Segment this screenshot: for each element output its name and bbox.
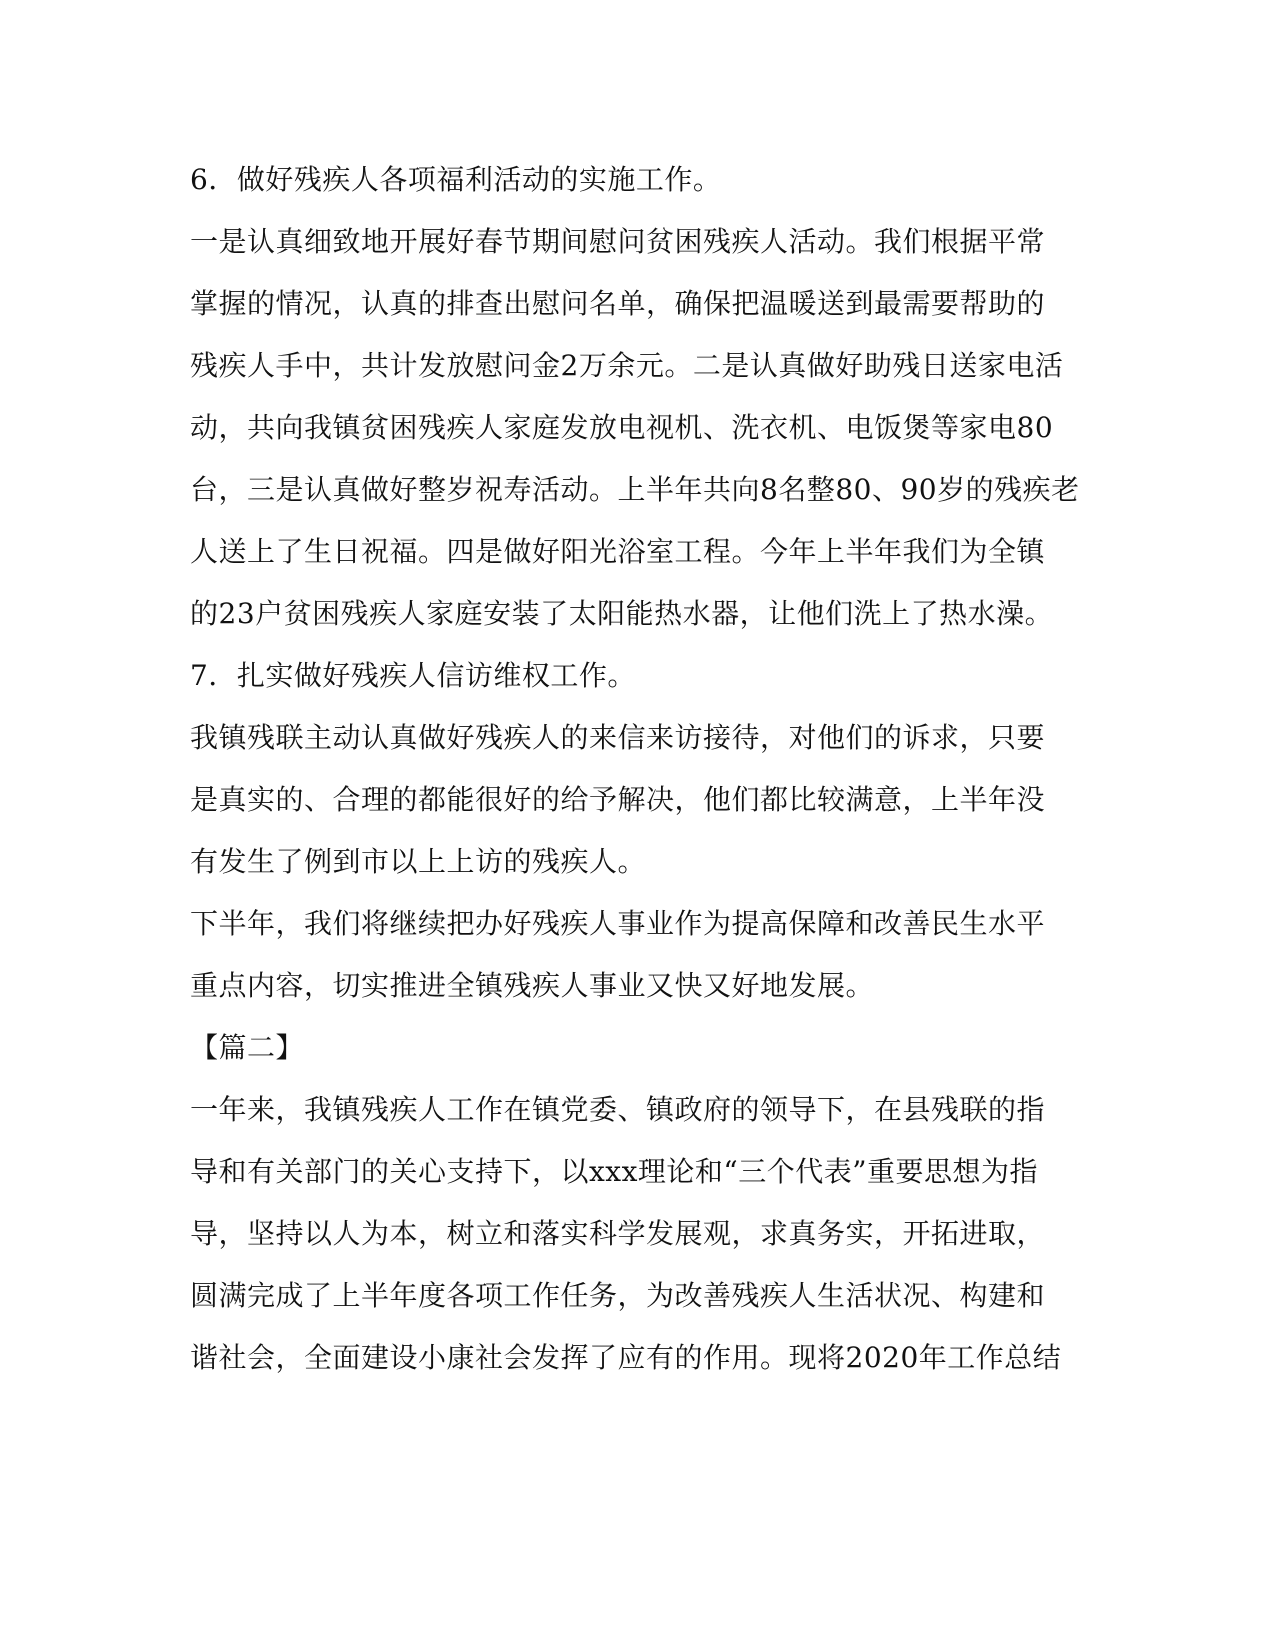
text-line-16: 一年来，我镇残疾人工作在镇党委、镇政府的领导下，在县残联的指 bbox=[190, 1093, 1046, 1126]
section-heading: 【篇二】 bbox=[190, 1031, 305, 1064]
text-line-3: 掌握的情况，认真的排查出慰问名单，确保把温暖送到最需要帮助的 bbox=[190, 287, 1046, 320]
text-line-12: 有发生了例到市以上上访的残疾人。 bbox=[190, 845, 647, 878]
text-line-6: 台，三是认真做好整岁祝寿活动。上半年共向8名整80、90岁的残疾老 bbox=[190, 473, 1080, 506]
text-line-14: 重点内容，切实推进全镇残疾人事业又快又好地发展。 bbox=[190, 969, 875, 1002]
text-line-10: 我镇残联主动认真做好残疾人的来信来访接待，对他们的诉求，只要 bbox=[190, 721, 1046, 754]
text-line-17: 导和有关部门的关心支持下，以xxx理论和“三个代表”重要思想为指 bbox=[190, 1155, 1039, 1188]
text-line-9: 7．扎实做好残疾人信访维权工作。 bbox=[190, 659, 636, 692]
text-line-5: 动，共向我镇贫困残疾人家庭发放电视机、洗衣机、电饭煲等家电80 bbox=[190, 411, 1054, 444]
text-line-20: 谐社会，全面建设小康社会发挥了应有的作用。现将2020年工作总结 bbox=[190, 1341, 1062, 1374]
text-line-11: 是真实的、合理的都能很好的给予解决，他们都比较满意，上半年没 bbox=[190, 783, 1046, 816]
text-line-4: 残疾人手中，共计发放慰问金2万余元。二是认真做好助残日送家电活 bbox=[190, 349, 1064, 382]
text-line-7: 人送上了生日祝福。四是做好阳光浴室工程。今年上半年我们为全镇 bbox=[190, 535, 1046, 568]
text-line-13: 下半年，我们将继续把办好残疾人事业作为提高保障和改善民生水平 bbox=[190, 907, 1046, 940]
text-line-1: 6．做好残疾人各项福利活动的实施工作。 bbox=[190, 163, 722, 196]
text-line-2: 一是认真细致地开展好春节期间慰问贫困残疾人活动。我们根据平常 bbox=[190, 225, 1046, 258]
text-line-18: 导，坚持以人为本，树立和落实科学发展观，求真务实，开拓进取， bbox=[190, 1217, 1046, 1250]
text-line-8: 的23户贫困残疾人家庭安装了太阳能热水器，让他们洗上了热水澡。 bbox=[190, 597, 1054, 630]
text-line-19: 圆满完成了上半年度各项工作任务，为改善残疾人生活状况、构建和 bbox=[190, 1279, 1046, 1312]
